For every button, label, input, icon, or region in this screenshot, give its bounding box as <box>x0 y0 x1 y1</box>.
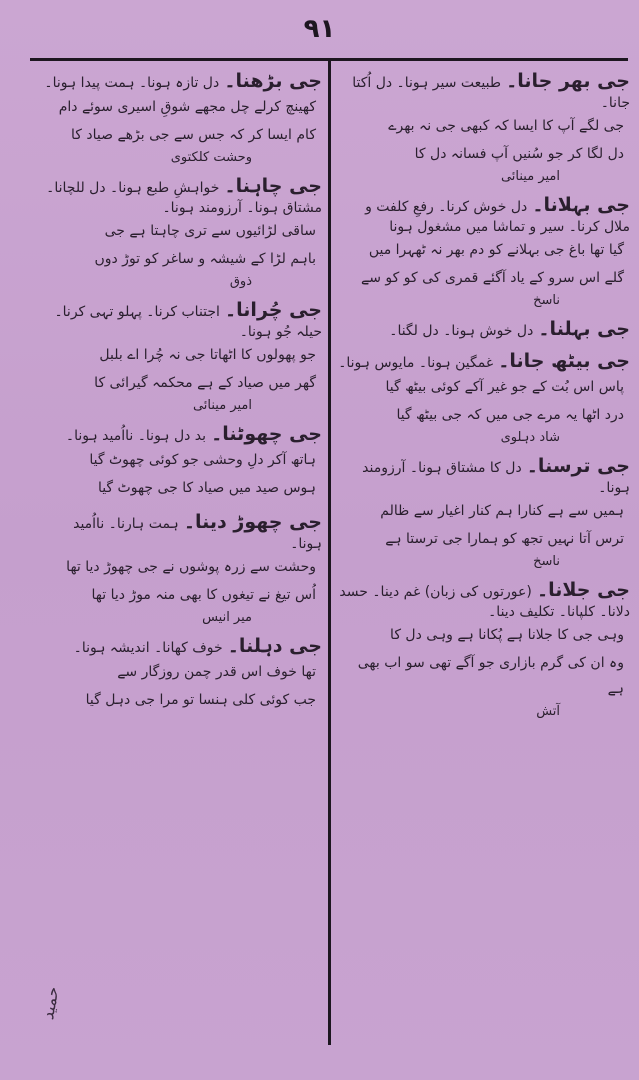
poet-name: وحشت کلکتوی <box>170 150 252 165</box>
entry-ji-chhor-dena <box>38 511 322 625</box>
entry-ji-churana <box>38 299 322 413</box>
handwritten-signature: حمید <box>38 986 63 1022</box>
left-column <box>38 70 322 1060</box>
meaning: غمگین ہونا۔ مایوس ہونا۔ <box>338 355 494 371</box>
verse-line: گیا تھا باغ جی بہلانے کو دم بھر نہ ٹھہرا میں <box>368 242 624 258</box>
verse-line: باہم لڑا کے شیشہ و ساغر کو توڑ دوں <box>94 251 316 267</box>
verse-line: جو پھولوں کا اٹھاتا جی نہ چُرا اے بلبل <box>99 347 316 363</box>
verse-line: ساقی لڑائیوں سے تری چاہتا ہے جی <box>104 223 316 239</box>
meaning: طبیعت سیر ہونا۔ دل اُکتا جانا۔ <box>352 75 630 111</box>
meaning: خوف کھانا۔ اندیشہ ہونا۔ <box>73 640 223 656</box>
entry-ji-bahlana <box>338 194 630 308</box>
column-divider <box>328 60 331 1045</box>
poet-name: میر انیس <box>202 610 252 625</box>
page-number: ۹۱ <box>303 14 336 44</box>
entry-ji-barhna <box>38 70 322 165</box>
poet-name: امیر مینائی <box>192 398 252 413</box>
headword: جی بہلنا۔ <box>538 318 630 340</box>
headword: جی چھوٹنا۔ <box>211 423 322 445</box>
headword: جی بھر جانا۔ <box>506 70 630 92</box>
verse-line: ہاتھ آکر دلِ وحشی جو کوئی چھوٹ گیا <box>89 452 316 468</box>
poet-name: شاد دہلوی <box>500 430 560 445</box>
right-column <box>338 70 630 1060</box>
verse-line: جی لگے آپ کا ایسا کہ کبھی جی نہ بھرے <box>388 118 624 134</box>
meaning: ہمت ہارنا۔ نااُمید ہونا۔ <box>73 516 322 552</box>
meaning: دل تازہ ہونا۔ ہمت پیدا ہونا۔ <box>44 75 220 91</box>
verse-line: کام ایسا کر کہ جس سے جی بڑھے صیاد کا <box>71 127 316 143</box>
verse-line: ہوس صید میں صیاد کا جی چھوٹ گیا <box>97 480 316 496</box>
entry-ji-bahalna <box>338 318 630 340</box>
meaning: اجتناب کرنا۔ پہلو تہی کرنا۔ حیلہ جُو ہونا۔ <box>54 304 322 340</box>
poet-name: آتش <box>536 704 560 719</box>
verse-line: کھینچ کرلے چل مجھے شوقِ اسیری سوئے دام <box>58 99 316 115</box>
meaning: (عورتوں کی زبان) غم دینا۔ حسد دلانا۔ کلپانا۔ تکلیف دینا۔ <box>339 584 630 620</box>
verse-line: گلے اس سرو کے یاد آگئے قمری کی کو کو سے <box>361 270 624 286</box>
poet-name: امیر مینائی <box>500 169 560 184</box>
verse-line: تھا خوف اس قدر چمن روزگار سے <box>117 664 316 680</box>
verse-line: درد اٹھا یہ مرے جی میں کہ جی بیٹھ گیا <box>396 407 624 423</box>
verse-line: پاس اس بُت کے جو غیر آکے کوئی بیٹھ گیا <box>385 379 624 395</box>
entry-ji-chahna <box>38 175 322 289</box>
entry-ji-jalana <box>338 579 630 719</box>
poet-name: ذوق <box>229 274 252 289</box>
headword: جی چاہنا۔ <box>224 175 322 197</box>
meaning: دل خوش ہونا۔ دل لگنا۔ <box>389 323 534 339</box>
poet-name: ناسخ <box>533 554 560 569</box>
meaning: دل خوش کرنا۔ رفعِ کلفت و ملال کرنا۔ سیر و تماشا میں مشغول ہونا <box>365 199 630 235</box>
verse-line: وہ ان کی گرم بازاری جو آگے تھی سو اب بھی ہے <box>357 655 624 697</box>
verse-line: اُس تیغ نے تیغوں کا بھی منہ موڑ دیا تھا <box>91 587 316 603</box>
entry-ji-baith-jana <box>338 350 630 445</box>
entry-ji-tarasna <box>338 455 630 569</box>
verse-line: گھر میں صیاد کے ہے محکمہ گیرائی کا <box>94 375 316 391</box>
entry-ji-bhar-jana <box>338 70 630 184</box>
headword: جی جلانا۔ <box>536 579 630 601</box>
verse-line: جب کوئی کلی ہنسا تو مرا جی دہل گیا <box>85 692 316 708</box>
meaning: دل کا مشتاق ہونا۔ آرزومند ہونا۔ <box>362 460 630 496</box>
headword: جی بڑھنا۔ <box>224 70 322 92</box>
poet-name: ناسخ <box>533 293 560 308</box>
headword: جی بیٹھ جانا۔ <box>498 350 630 372</box>
headword: جی دہلنا۔ <box>227 635 322 657</box>
verse-line: ترس آتا نہیں تجھ کو ہمارا جی ترستا ہے <box>385 531 624 547</box>
headword: جی ترسنا۔ <box>526 455 630 477</box>
entry-ji-dahalna <box>38 635 322 713</box>
headword: جی چھوڑ دینا۔ <box>183 511 322 533</box>
verse-line: ہمیں سے ہے کنارا ہم کنار اغیار سے ظالم <box>380 503 624 519</box>
verse-line: دل لگا کر جو سُنیں آپ فسانہ دل کا <box>414 146 624 162</box>
meaning: بد دل ہونا۔ نااُمید ہونا۔ <box>65 428 207 444</box>
meaning: خواہشِ طبع ہونا۔ دل للچانا۔ مشتاق ہونا۔ آرزومند ہونا۔ <box>46 180 322 216</box>
verse-line: وحشت سے زرہ پوشوں نے جی چھوڑ دیا تھا <box>66 559 316 575</box>
verse-line: وہی جی کا جلانا ہے پُکانا ہے وہی دل کا <box>390 627 624 643</box>
entry-ji-chhootna <box>38 423 322 501</box>
headword: جی چُرانا۔ <box>225 299 322 321</box>
headword: جی بہلانا۔ <box>532 194 630 216</box>
